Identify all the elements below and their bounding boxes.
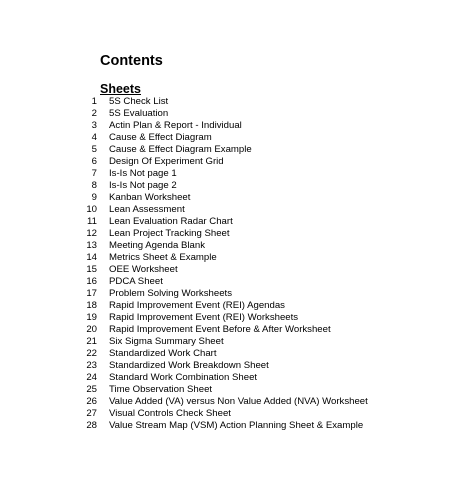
item-label: Problem Solving Worksheets [109,288,232,299]
list-item [0,228,474,240]
item-number: 5 [91,144,97,155]
item-label: Lean Project Tracking Sheet [109,228,230,239]
item-number: 1 [91,96,97,107]
list-item [0,396,474,408]
item-label: Visual Controls Check Sheet [109,408,231,419]
list-item [0,360,474,372]
item-label: Standardized Work Chart [109,348,217,359]
item-label: Rapid Improvement Event (REI) Agendas [109,300,285,311]
item-number: 12 [86,228,97,239]
item-label: Kanban Worksheet [109,192,191,203]
item-label: Standard Work Combination Sheet [109,372,258,383]
item-number: 26 [86,396,97,407]
list-item [0,276,474,288]
list-item [0,156,474,168]
item-label: Six Sigma Summary Sheet [109,336,224,347]
list-item [0,180,474,192]
list-item [0,324,474,336]
item-number: 6 [91,156,97,167]
item-label: Metrics Sheet & Example [109,252,217,263]
item-number: 21 [86,336,97,347]
list-item [0,132,474,144]
item-label: Value Added (VA) versus Non Value Added (NVA) Worksheet [109,396,368,407]
list-item [0,372,474,384]
item-label: Meeting Agenda Blank [109,240,206,251]
list-item [0,264,474,276]
item-number: 4 [91,132,97,143]
item-label: Actin Plan & Report - Individual [109,120,242,131]
item-number: 25 [86,384,97,395]
item-number: 19 [86,312,97,323]
list-item [0,96,474,108]
page-title: Contents [100,53,163,69]
item-number: 16 [86,276,97,287]
item-number: 14 [86,252,97,263]
item-number: 20 [86,324,97,335]
section-heading: Sheets [100,82,141,96]
item-label: Rapid Improvement Event (REI) Worksheets [109,312,299,323]
item-number: 13 [86,240,97,251]
item-number: 8 [91,180,97,191]
list-item [0,384,474,396]
item-number: 22 [86,348,97,359]
list-item [0,348,474,360]
list-item [0,288,474,300]
item-number: 28 [86,420,97,431]
list-item [0,336,474,348]
item-number: 17 [86,288,97,299]
item-label: Cause & Effect Diagram Example [109,144,252,155]
item-label: Design Of Experiment Grid [109,156,224,167]
item-label: PDCA Sheet [109,276,163,287]
list-item [0,168,474,180]
list-item [0,300,474,312]
list-item [0,192,474,204]
item-label: OEE Worksheet [109,264,178,275]
list-item [0,108,474,120]
list-item [0,204,474,216]
item-label: Is-Is Not page 2 [109,180,177,191]
item-label: Time Observation Sheet [109,384,213,395]
item-label: Rapid Improvement Event Before & After Worksheet [109,324,331,335]
list-item [0,144,474,156]
list-item [0,252,474,264]
item-label: Cause & Effect Diagram [109,132,212,143]
item-label: Value Stream Map (VSM) Action Planning Sheet & Example [109,420,364,431]
item-number: 15 [86,264,97,275]
list-item [0,312,474,324]
item-label: Standardized Work Breakdown Sheet [109,360,269,371]
item-number: 9 [91,192,97,203]
list-item [0,216,474,228]
list-item [0,420,474,432]
item-number: 18 [86,300,97,311]
item-number: 23 [86,360,97,371]
item-number: 2 [91,108,97,119]
item-number: 27 [86,408,97,419]
item-label: Is-Is Not page 1 [109,168,177,179]
item-number: 24 [86,372,97,383]
item-number: 10 [86,204,97,215]
list-item [0,408,474,420]
table-of-contents [0,96,474,432]
item-number: 3 [91,120,97,131]
item-number: 11 [87,216,97,227]
item-label: Lean Evaluation Radar Chart [109,216,233,227]
list-item [0,120,474,132]
item-number: 7 [91,168,97,179]
item-label: 5S Evaluation [109,108,169,119]
item-label: 5S Check List [109,96,169,107]
list-item [0,240,474,252]
item-label: Lean Assessment [109,204,185,215]
